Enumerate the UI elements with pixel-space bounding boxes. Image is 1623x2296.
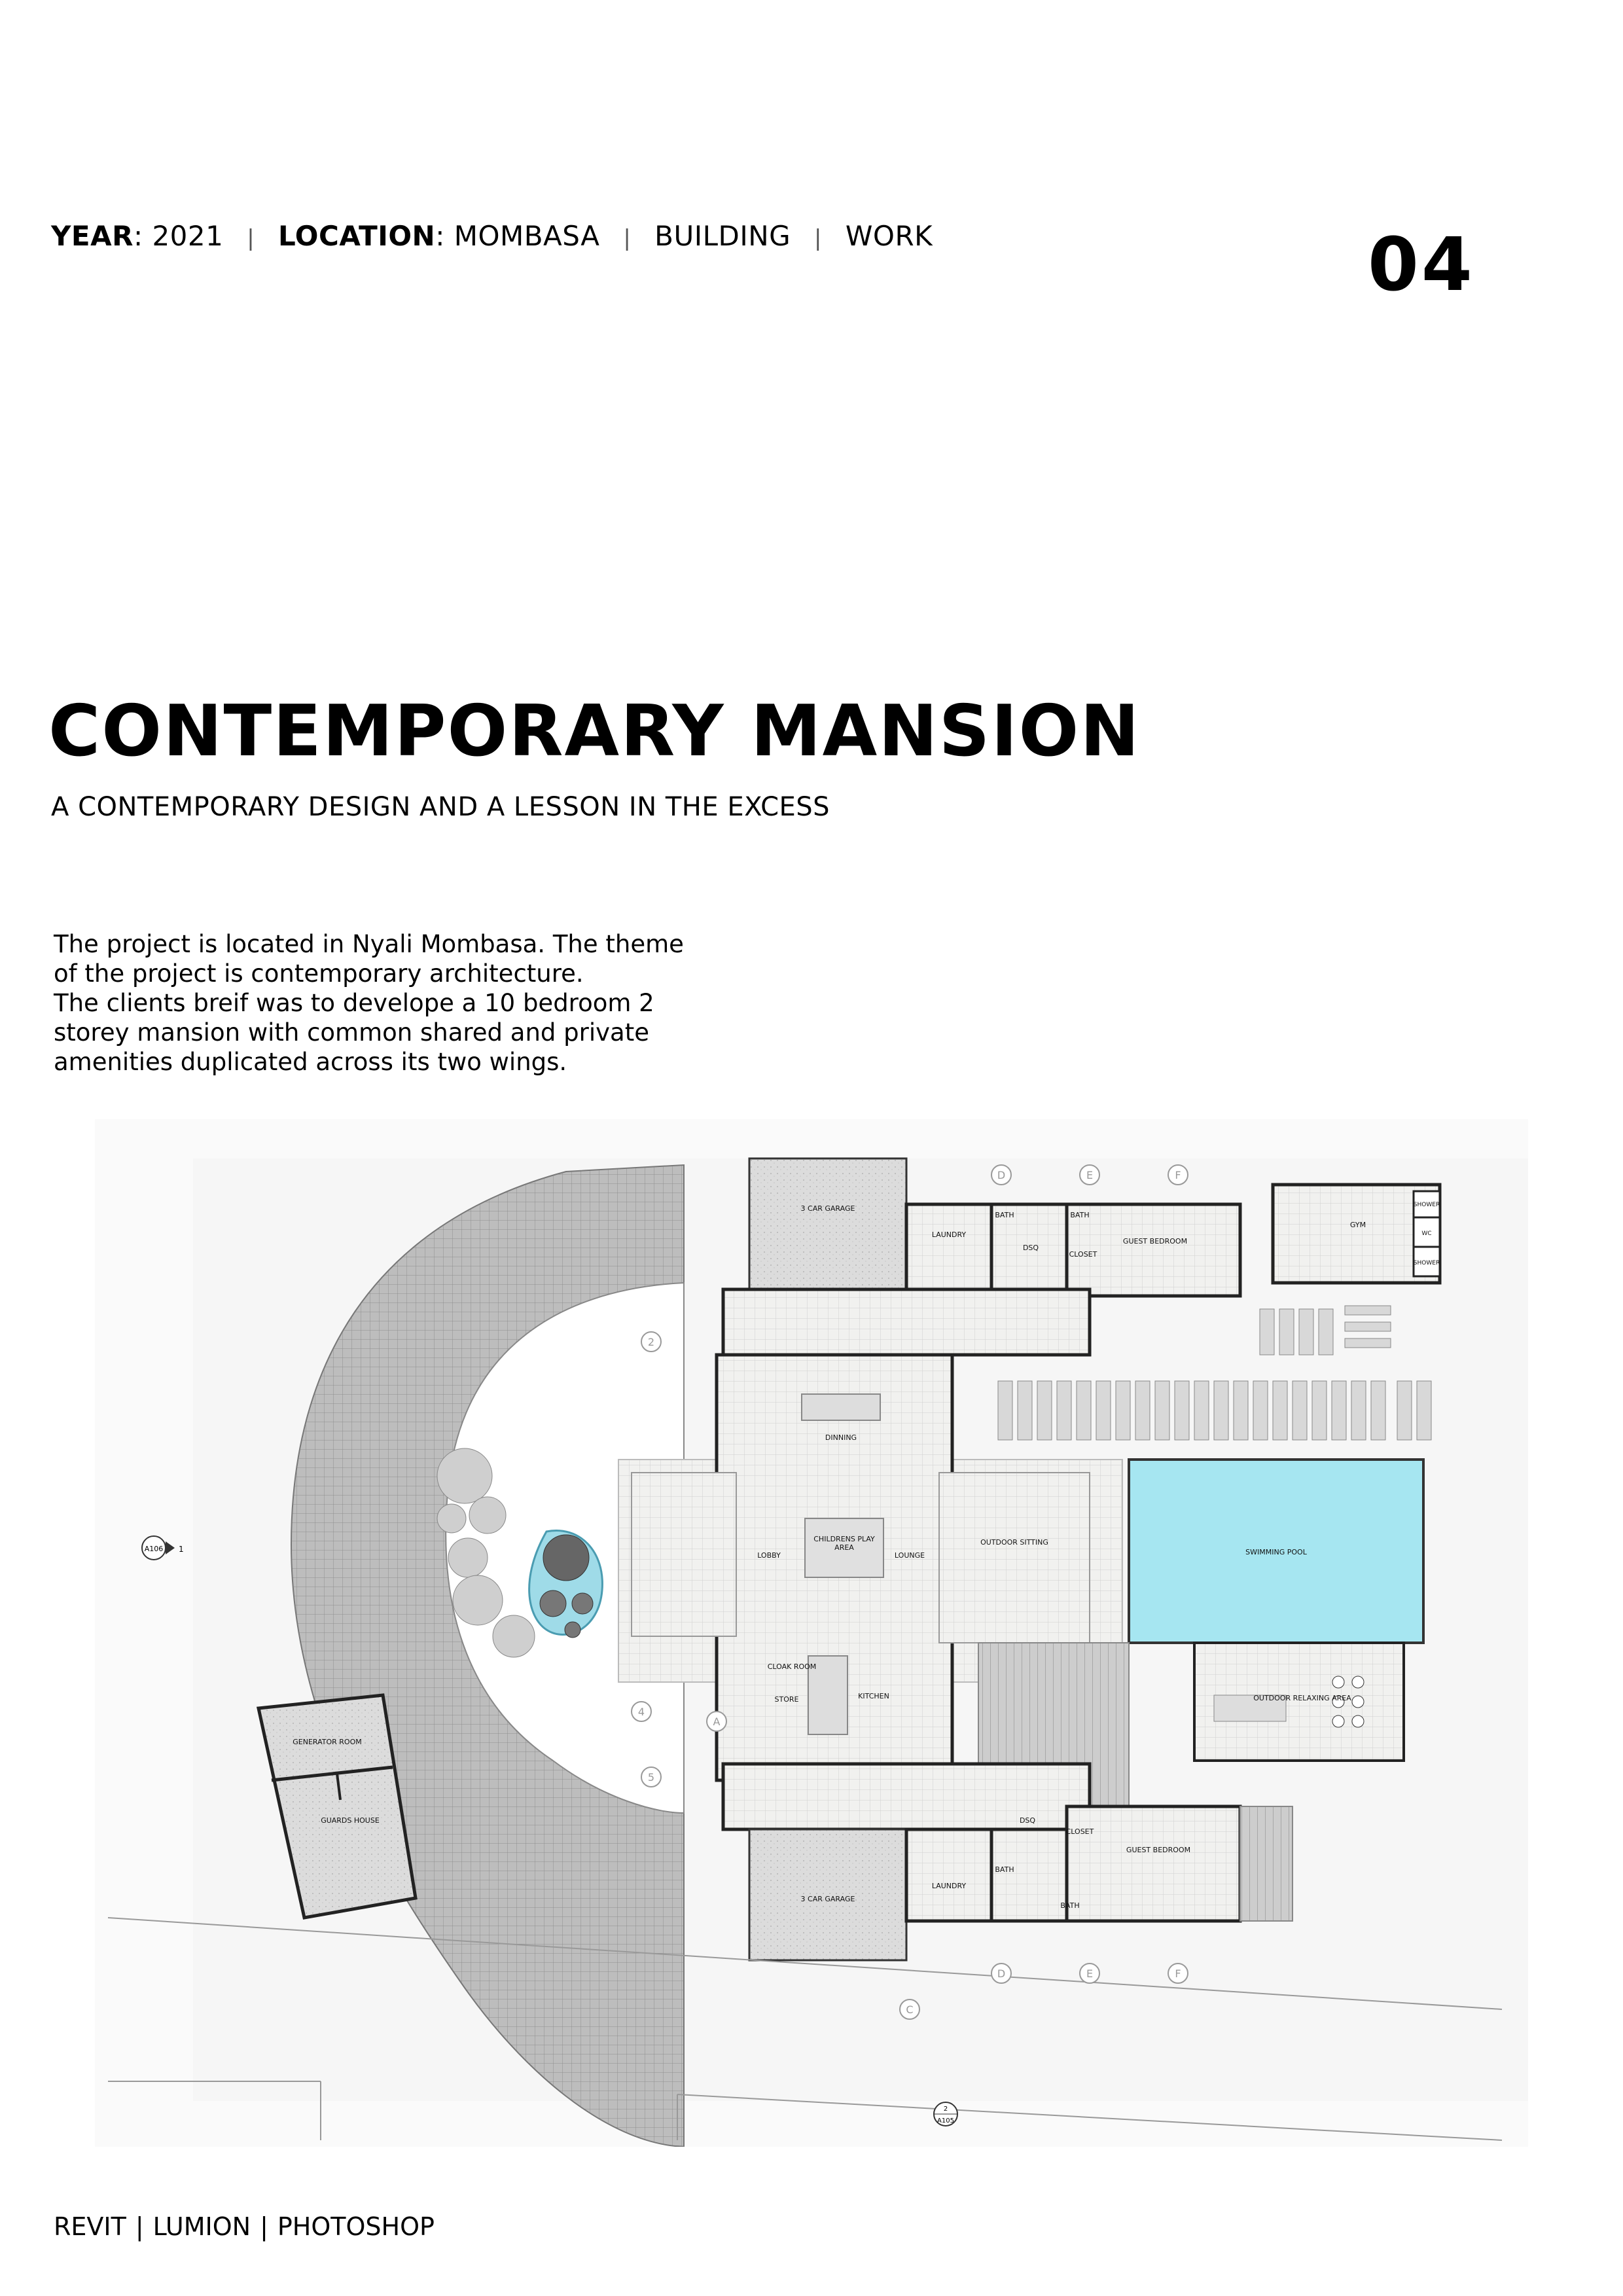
- software-item: LUMION: [152, 2212, 251, 2241]
- floor-plan-drawing: [95, 1119, 1528, 2147]
- separator: |: [260, 2212, 268, 2241]
- location-value: : MOMBASA: [435, 220, 600, 252]
- room-label: DINNING: [825, 1433, 857, 1442]
- room-label: CLOSET: [1065, 1827, 1094, 1836]
- description-line: of the project is contemporary architecture.: [54, 960, 584, 988]
- category-label: BUILDING: [654, 220, 791, 252]
- section-marker-number: 2: [943, 2106, 948, 2113]
- grid-label: F: [1175, 1169, 1181, 1181]
- grid-label: A: [713, 1715, 721, 1728]
- room-label: LAUNDRY: [931, 1230, 967, 1239]
- room-label: BATH: [995, 1865, 1014, 1874]
- section-marker-label: A105: [937, 2117, 954, 2125]
- grid-label: D: [997, 1967, 1006, 1980]
- separator: |: [814, 225, 823, 251]
- room-label: KITCHEN: [858, 1692, 889, 1700]
- room-label: BATH: [995, 1211, 1014, 1219]
- room-label: OUTDOOR SITTING: [980, 1538, 1048, 1547]
- description-line: amenities duplicated across its two wings.: [54, 1048, 567, 1076]
- project-meta: [51, 220, 933, 252]
- floor-plan: [95, 1119, 1528, 2147]
- room-label: LOBBY: [757, 1551, 781, 1560]
- description-line: The project is located in Nyali Mombasa. The theme: [54, 930, 684, 958]
- room-label: DSQ: [1019, 1816, 1036, 1825]
- room-label: CLOSET: [1069, 1250, 1097, 1259]
- location-label: LOCATION: [278, 220, 436, 252]
- year-label: YEAR: [51, 220, 134, 252]
- room-label: 3 CAR GARAGE: [800, 1895, 855, 1903]
- section-marker-number: 1: [179, 1545, 184, 1554]
- room-label: SHOWER: [1413, 1260, 1440, 1266]
- room-label: CLOAK ROOM: [767, 1662, 817, 1671]
- room-label: BATH: [1060, 1901, 1080, 1910]
- description-line: The clients breif was to develope a 10 bedroom 2: [54, 989, 654, 1017]
- grid-label: E: [1086, 1967, 1094, 1980]
- room-label: 3 CAR GARAGE: [800, 1204, 855, 1213]
- room-label: GUEST BEDROOM: [1126, 1846, 1191, 1854]
- room-label: GYM: [1349, 1221, 1366, 1229]
- grid-label: C: [906, 2003, 914, 2016]
- separator: |: [247, 225, 255, 251]
- room-label: LAUNDRY: [931, 1882, 967, 1890]
- room-label: OUTDOOR RELAXING AREA: [1253, 1694, 1351, 1702]
- project-title: CONTEMPORARY MANSION: [48, 691, 1141, 772]
- room-label: CHILDRENS PLAY: [813, 1535, 875, 1543]
- grid-label: 4: [637, 1706, 645, 1718]
- grid-label: 2: [647, 1336, 655, 1348]
- grid-label: F: [1175, 1967, 1181, 1980]
- room-label: LOUNGE: [894, 1551, 925, 1560]
- room-label: SWIMMING POOL: [1245, 1548, 1307, 1556]
- year-value: : 2021: [133, 220, 224, 252]
- separator: |: [623, 225, 632, 251]
- project-description: [54, 929, 774, 1077]
- type-label: WORK: [845, 220, 933, 252]
- section-marker-label: A106: [144, 1545, 164, 1553]
- separator: |: [135, 2212, 144, 2241]
- room-label: GUARDS HOUSE: [321, 1816, 380, 1825]
- room-label: SHOWER: [1413, 1202, 1440, 1208]
- grid-label: E: [1086, 1169, 1094, 1181]
- room-label: WC: [1421, 1230, 1432, 1237]
- project-subtitle: A CONTEMPORARY DESIGN AND A LESSON IN THE EXCESS: [51, 792, 830, 822]
- page-number: 04: [1368, 223, 1475, 308]
- room-label: AREA: [834, 1543, 854, 1552]
- room-label: DSQ: [1022, 1244, 1039, 1252]
- software-list: [54, 2212, 435, 2241]
- grid-label: D: [997, 1169, 1006, 1181]
- description-line: storey mansion with common shared and private: [54, 1018, 649, 1047]
- grid-label: 5: [647, 1771, 655, 1784]
- room-label: GENERATOR ROOM: [293, 1738, 362, 1746]
- room-label: GUEST BEDROOM: [1122, 1237, 1188, 1246]
- software-item: PHOTOSHOP: [277, 2212, 435, 2241]
- room-label: BATH: [1070, 1211, 1090, 1219]
- gym-block: [1273, 1185, 1440, 1283]
- section-marker-bottom: [934, 2102, 957, 2126]
- software-item: REVIT: [54, 2212, 126, 2241]
- room-label: STORE: [774, 1695, 799, 1704]
